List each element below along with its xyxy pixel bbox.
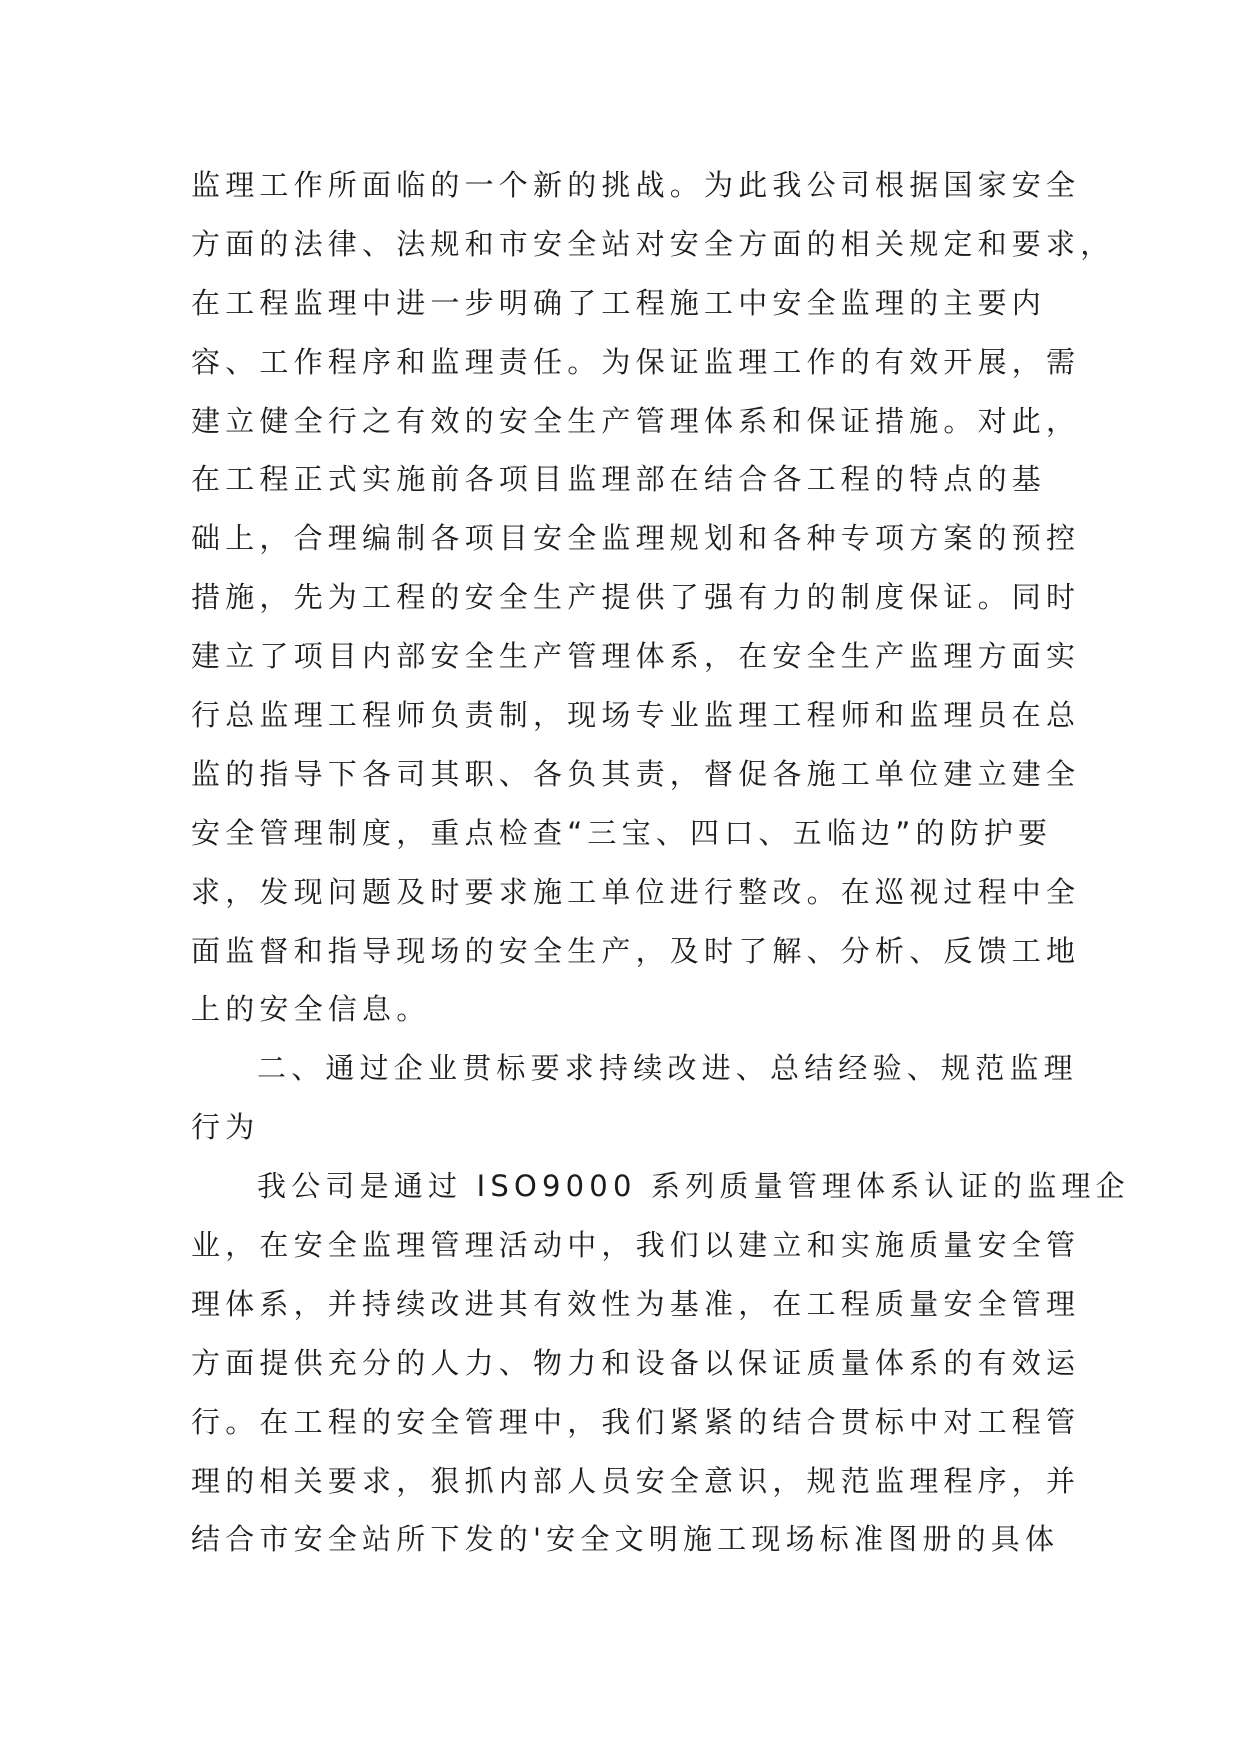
text-line: 理体系，并持续改进其有效性为基准，在工程质量安全管理 — [191, 1286, 1081, 1321]
text-line: 结合市安全站所下发的'安全文明施工现场标准图册的具体 — [191, 1522, 1060, 1557]
text-line: 措施，先为工程的安全生产提供了强有力的制度保证。同时 — [191, 580, 1081, 615]
text-line: 监理工作所面临的一个新的挑战。为此我公司根据国家安全 — [191, 168, 1081, 202]
section-heading-continuation: 行为 — [191, 1110, 260, 1145]
text-line: 安全管理制度，重点检查“三宝、四口、五临边”的防护要 — [191, 815, 1053, 850]
text-line: 建立健全行之有效的安全生产管理体系和保证措施。对此， — [191, 403, 1081, 438]
text-line: 容、工作程序和监理责任。为保证监理工作的有效开展，需 — [191, 344, 1081, 379]
text-line: 在工程监理中进一步明确了工程施工中安全监理的主要内 — [191, 285, 1047, 320]
text-line: 上的安全信息。 — [191, 992, 431, 1027]
text-line: 础上，合理编制各项目安全监理规划和各种专项方案的预控 — [191, 521, 1081, 556]
text-line: 业，在安全监理管理活动中，我们以建立和实施质量安全管 — [191, 1228, 1081, 1263]
text-line: 行。在工程的安全管理中，我们紧紧的结合贯标中对工程管 — [191, 1404, 1081, 1439]
text-line: 方面的法律、法规和市安全站对安全方面的相关规定和要求， — [191, 226, 1115, 261]
text-line: 行总监理工程师负责制，现场专业监理工程师和监理员在总 — [191, 698, 1081, 733]
text-line: 理的相关要求，狠抓内部人员安全意识，规范监理程序，并 — [191, 1463, 1081, 1498]
body-text — [191, 156, 1130, 1569]
text-line: 在工程正式实施前各项目监理部在结合各工程的特点的基 — [191, 462, 1047, 497]
section-heading: 二、通过企业贯标要求持续改进、总结经验、规范监理 — [257, 1051, 1078, 1086]
text-line: 面监督和指导现场的安全生产，及时了解、分析、反馈工地 — [191, 933, 1081, 968]
paragraph-start-line: 我公司是通过 ISO9000 系列质量管理体系认证的监理企 — [257, 1169, 1130, 1204]
text-line: 建立了项目内部安全生产管理体系，在安全生产监理方面实 — [191, 639, 1081, 674]
text-line: 求，发现问题及时要求施工单位进行整改。在巡视过程中全 — [191, 874, 1081, 909]
text-line: 监的指导下各司其职、各负其责，督促各施工单位建立建全 — [191, 756, 1081, 791]
text-line: 方面提供充分的人力、物力和设备以保证质量体系的有效运 — [191, 1345, 1081, 1380]
